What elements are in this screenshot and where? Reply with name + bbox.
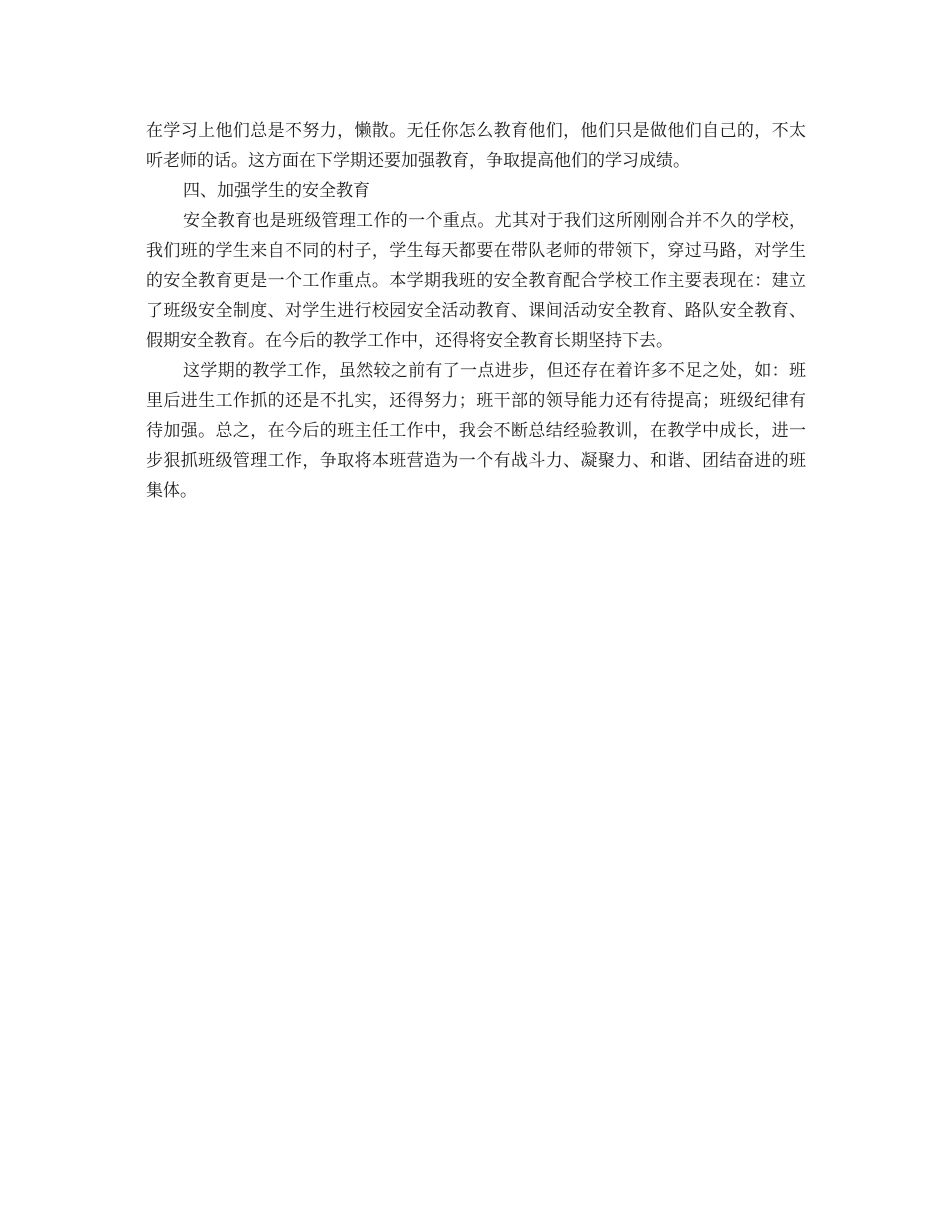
section-heading-safety: 四、加强学生的安全教育 — [183, 181, 370, 201]
document-body — [146, 116, 806, 506]
paragraph-safety-education: 安全教育也是班级管理工作的一个重点。尤其对于我们这所刚刚合并不久的学校，我们班的学生来自不同的村子，学生每天都要在带队老师的带领下，穿过马路，对学生的安全教育更是一个工作重点。本学期我班的安全教育配合学校工作主要表现在：建立了班级安全制度、对学生进行校园安全活动教育、课间活动安全教育、路队安全教育、假期安全教育。在今后的教学工作中，还得将安全教育长期坚持下去。 — [146, 211, 806, 351]
paragraph-summary: 这学期的教学工作，虽然较之前有了一点进步，但还存在着许多不足之处，如：班里后进生工作抓的还是不扎实，还得努力；班干部的领导能力还有待提高；班级纪律有待加强。总之，在今后的班主任工作中，我会不断总结经验教训，在教学中成长，进一步狠抓班级管理工作，争取将本班营造为一个有战斗力、凝聚力、和谐、团结奋进的班集体。 — [146, 361, 806, 501]
paragraph-continuation: 在学习上他们总是不努力，懒散。无任你怎么教育他们，他们只是做他们自己的，不太听老师的话。这方面在下学期还要加强教育，争取提高他们的学习成绩。 — [146, 121, 806, 171]
